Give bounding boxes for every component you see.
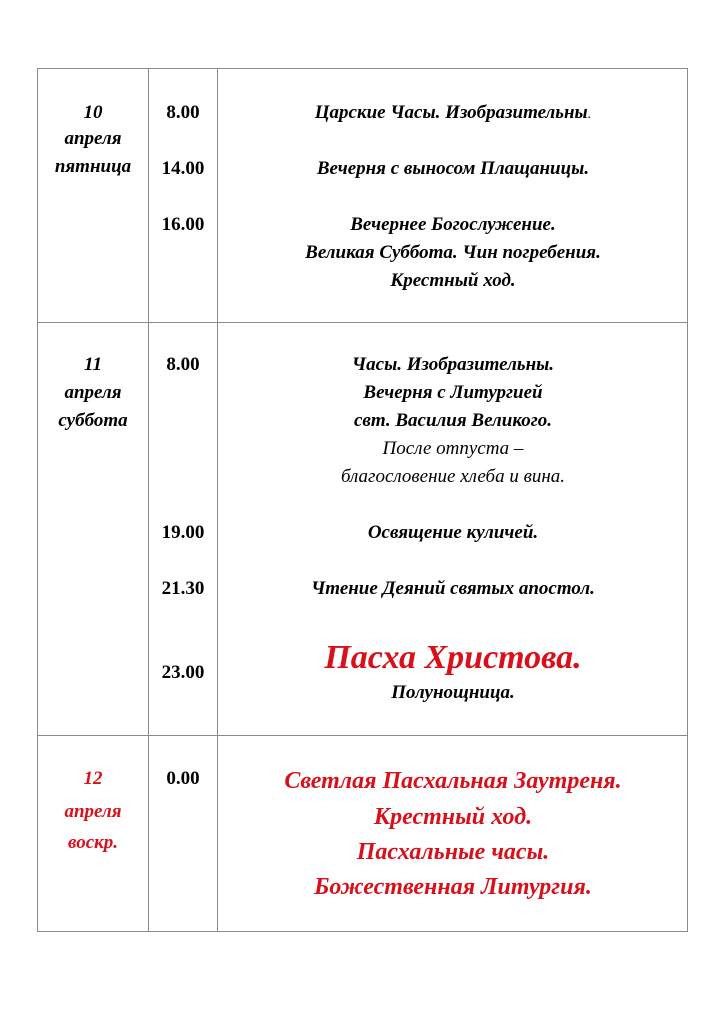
date-day: 10 (83, 102, 103, 123)
row-divider (38, 322, 687, 323)
column-divider (217, 69, 218, 931)
service-line: Великая Суббота. Чин погребения. (305, 242, 601, 263)
row-divider (38, 735, 687, 736)
schedule-table (37, 68, 688, 932)
service-time: 23.00 (161, 662, 205, 683)
service-time: 8.00 (166, 102, 200, 123)
service-line: Вечерня с Литургией (363, 382, 543, 403)
service-text: Царские Часы. Изобразительны (314, 102, 588, 123)
date-weekday: пятница (54, 156, 132, 177)
date-month: апреля (64, 801, 122, 822)
service-time: 21.30 (161, 578, 205, 599)
service-time: 14.00 (161, 158, 205, 179)
service-line: Полунощница. (391, 682, 515, 703)
service-line: Пасхальные часы. (356, 839, 550, 865)
easter-title: Пасха Христова. (324, 639, 582, 676)
date-day: 11 (84, 354, 102, 375)
date-month: апреля (64, 382, 122, 403)
service-line: Вечерня с выносом Плащаницы. (316, 158, 590, 179)
service-line: Светлая Пасхальная Заутреня. (284, 768, 622, 794)
service-time: 8.00 (166, 354, 200, 375)
date-day: 12 (83, 768, 103, 789)
service-time: 19.00 (161, 522, 205, 543)
date-weekday: суббота (58, 410, 128, 431)
service-line: Крестный ход. (373, 804, 533, 830)
service-line: Часы. Изобразительны. (351, 354, 555, 375)
service-note: благословение хлеба и вина. (340, 466, 566, 487)
column-divider (148, 69, 149, 931)
service-note: После отпуста – (382, 438, 524, 459)
date-weekday: воскр. (67, 832, 119, 853)
service-line: свт. Василия Великого. (353, 410, 553, 431)
service-line: Освящение куличей. (367, 522, 539, 543)
date-month: апреля (64, 128, 122, 149)
service-time: 16.00 (161, 214, 205, 235)
service-line: Вечернее Богослужение. (350, 214, 556, 235)
service-line: Крестный ход. (390, 270, 516, 291)
service-line: Божественная Литургия. (314, 874, 592, 900)
service-text-tail: . (587, 107, 592, 122)
service-time: 0.00 (166, 768, 200, 789)
service-line (218, 103, 688, 122)
service-line: Чтение Деяний святых апостол. (311, 578, 595, 599)
